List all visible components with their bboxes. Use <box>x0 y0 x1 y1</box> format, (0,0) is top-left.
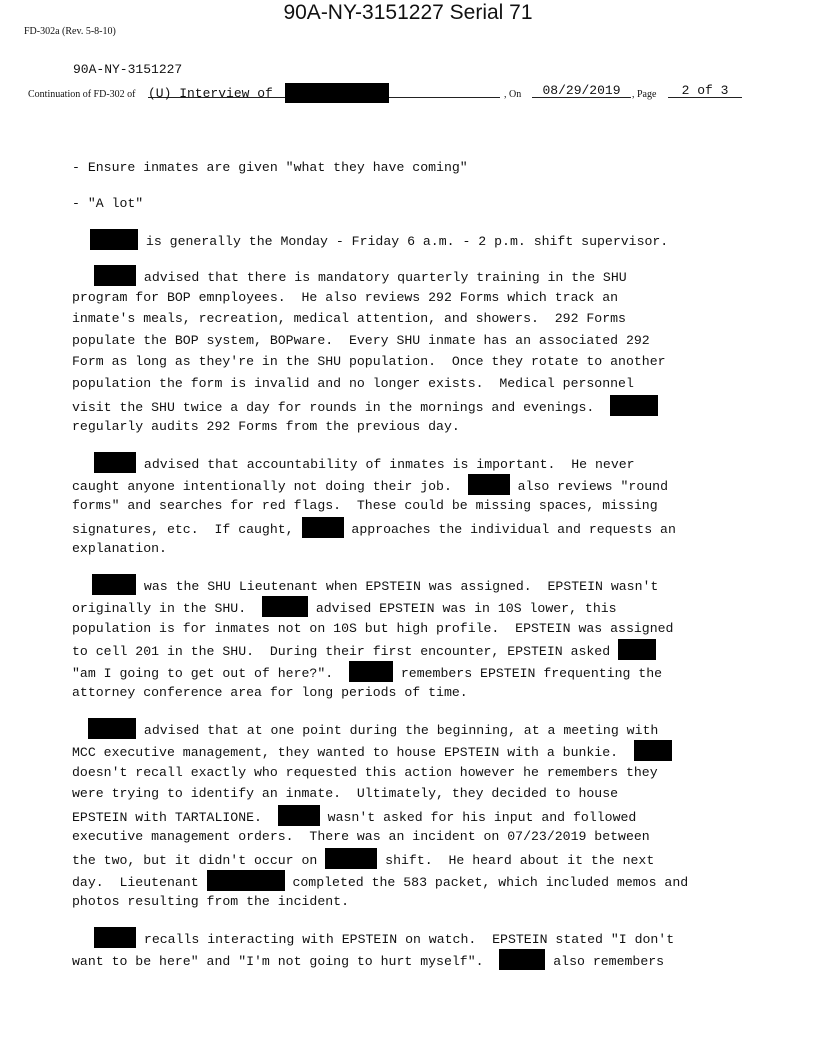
redaction-block <box>634 740 672 761</box>
redaction-block <box>468 474 510 495</box>
text-line: populate the BOP system, BOPware. Every SHU inmate has an associated 292 <box>72 332 650 348</box>
redaction-block <box>285 83 389 103</box>
text-line: advised that at one point during the beginning, at a meeting with <box>72 718 752 740</box>
text-line: to cell 201 in the SHU. During their first encounter, EPSTEIN asked <box>72 639 752 661</box>
redaction-block <box>278 805 320 826</box>
text-line: MCC executive management, they wanted to house EPSTEIN with a bunkie. <box>72 740 752 762</box>
text-line: Form as long as they're in the SHU population. Once they rotate to another <box>72 354 666 370</box>
redaction-block <box>207 870 285 891</box>
text-line: "am I going to get out of here?". remembers EPSTEIN frequenting the <box>72 661 752 683</box>
redaction-block <box>94 452 136 473</box>
text-line: visit the SHU twice a day for rounds in the mornings and evenings. <box>72 395 752 417</box>
text-line: attorney conference area for long periods of time. <box>72 685 468 701</box>
text-line: originally in the SHU. advised EPSTEIN was in 10S lower, this <box>72 596 752 618</box>
redaction-block <box>302 517 344 538</box>
redaction-block <box>94 927 136 948</box>
text-line: EPSTEIN with TARTALIONE. wasn't asked for his input and followed <box>72 805 752 827</box>
interview-body <box>72 157 752 970</box>
interview-subject-label: (U) Interview of <box>148 86 273 101</box>
interview-date: 08/29/2019 <box>532 83 631 98</box>
text-line: is generally the Monday - Friday 6 a.m. - 2 p.m. shift supervisor. <box>72 229 752 251</box>
text-line: inmate's meals, recreation, medical attention, and showers. 292 Forms <box>72 311 626 327</box>
redaction-block <box>262 596 308 617</box>
text-line: caught anyone intentionally not doing their job. also reviews "round <box>72 474 752 496</box>
redaction-block <box>325 848 377 869</box>
text-line: the two, but it didn't occur on shift. He heard about it the next <box>72 848 752 870</box>
text-line: - Ensure inmates are given "what they have coming" <box>72 160 468 175</box>
text-line: recalls interacting with EPSTEIN on watch. EPSTEIN stated "I don't <box>72 927 752 949</box>
text-line: doesn't recall exactly who requested this action however he remembers they <box>72 764 658 780</box>
text-line: were trying to identify an inmate. Ultimately, they decided to house <box>72 786 619 802</box>
page-label: , Page <box>632 89 657 100</box>
redaction-block <box>94 265 136 286</box>
case-number: 90A-NY-3151227 <box>73 62 183 77</box>
redaction-block <box>499 949 545 970</box>
text-line: executive management orders. There was an incident on 07/23/2019 between <box>72 829 650 845</box>
text-line: photos resulting from the incident. <box>72 894 349 910</box>
form-revision-id: FD-302a (Rev. 5-8-10) <box>24 26 116 37</box>
text-line: was the SHU Lieutenant when EPSTEIN was assigned. EPSTEIN wasn't <box>72 574 752 596</box>
redaction-block <box>92 574 136 595</box>
text-line: - "A lot" <box>72 195 144 211</box>
text-line: signatures, etc. If caught, approaches the individual and requests an <box>72 517 752 539</box>
text-line: explanation. <box>72 541 167 557</box>
interview-subject-field <box>148 83 500 101</box>
text-line: advised that there is mandatory quarterly training in the SHU <box>72 265 752 287</box>
text-line: day. Lieutenant completed the 583 packet, which included memos and <box>72 870 752 892</box>
text-line: regularly audits 292 Forms from the previous day. <box>72 419 460 435</box>
redaction-block <box>90 229 138 250</box>
text-line: population is for inmates not on 10S but high profile. EPSTEIN was assigned <box>72 620 674 636</box>
redaction-block <box>349 661 393 682</box>
text-line: program for BOP emnployees. He also reviews 292 Forms which track an <box>72 289 619 305</box>
text-line: want to be here" and "I'm not going to hurt myself". also remembers <box>72 949 752 971</box>
page-number: 2 of 3 <box>668 83 742 98</box>
text-line: forms" and searches for red flags. These could be missing spaces, missing <box>72 498 658 514</box>
text-line: population the form is invalid and no longer exists. Medical personnel <box>72 375 634 391</box>
continuation-header <box>28 83 748 103</box>
redaction-block <box>88 718 136 739</box>
document-serial-title: 90A-NY-3151227 Serial 71 <box>283 1 533 24</box>
redaction-block <box>618 639 656 660</box>
text-line: advised that accountability of inmates is important. He never <box>72 452 752 474</box>
continuation-label: Continuation of FD-302 of <box>28 89 136 100</box>
redaction-block <box>610 395 658 416</box>
on-label: , On <box>504 89 522 100</box>
